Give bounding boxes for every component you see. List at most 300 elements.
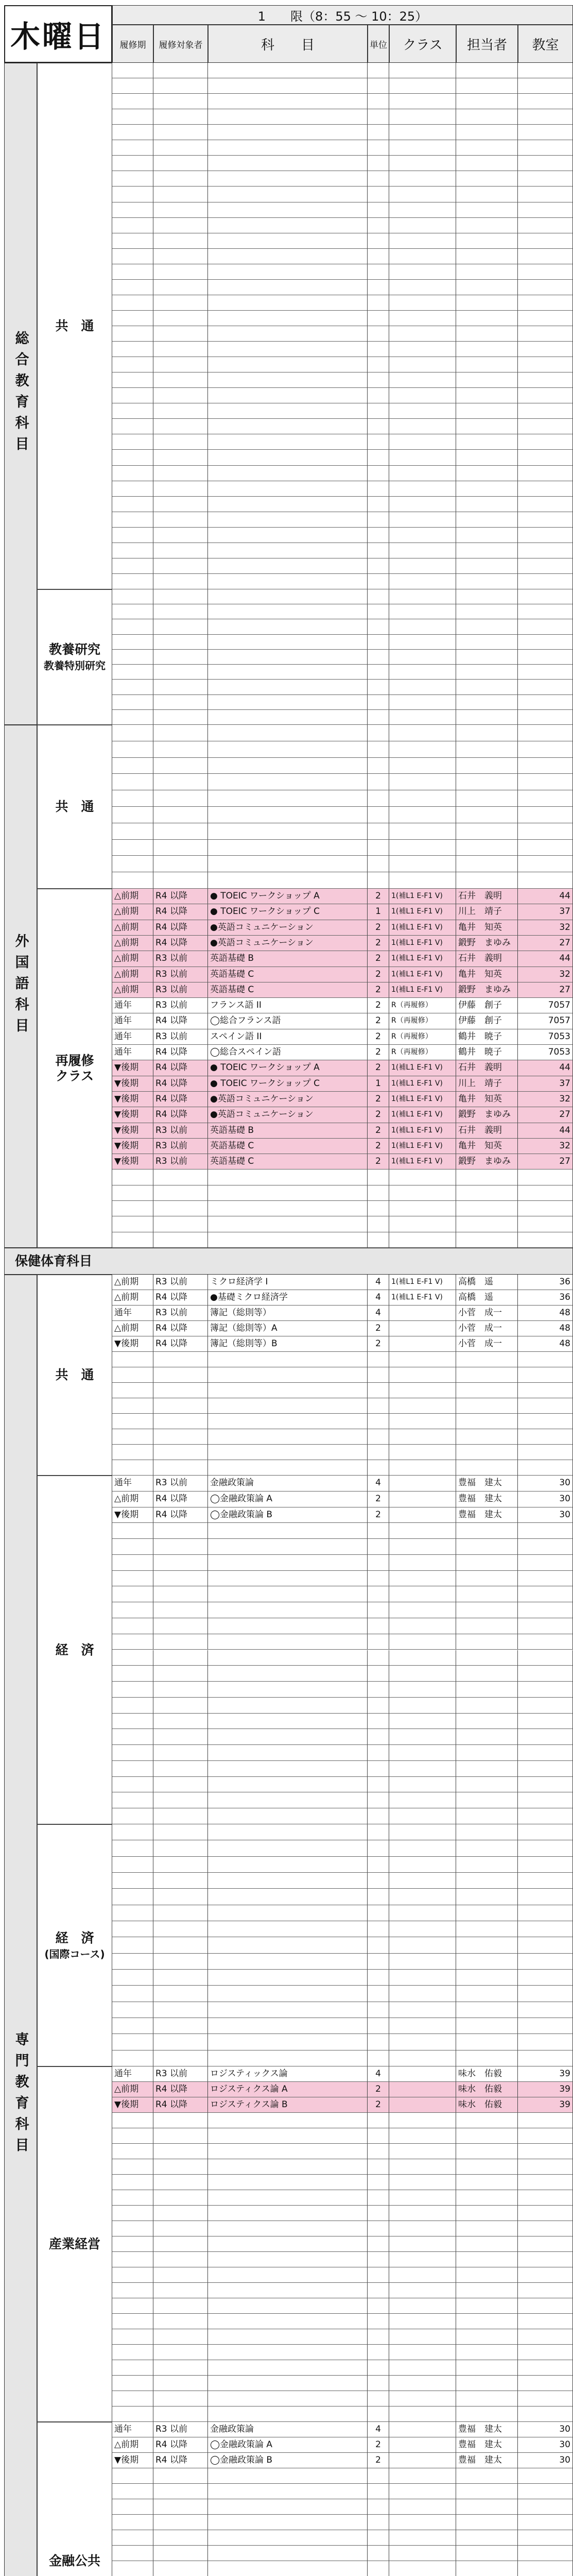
cell-target — [153, 2391, 208, 2406]
cell-credits: 4 — [368, 1476, 389, 1492]
cell-credits: 2 — [368, 1013, 389, 1029]
cell-class — [389, 774, 456, 790]
cell-target — [153, 635, 208, 650]
cell-room — [518, 604, 573, 619]
cell-instructor — [456, 2206, 518, 2221]
cell-target — [153, 2128, 208, 2144]
cell-subject — [208, 419, 368, 434]
cell-subject — [208, 1414, 368, 1429]
cell-room — [518, 2159, 573, 2175]
cell-class — [389, 1905, 456, 1921]
cell-subject: 金融政策論 — [208, 2422, 368, 2437]
cell-credits — [368, 574, 389, 589]
cell-target — [153, 171, 208, 187]
cell-class — [389, 619, 456, 634]
cell-term — [112, 2175, 153, 2190]
cell-class — [389, 1840, 456, 1856]
cell-room — [518, 619, 573, 634]
cell-credits — [368, 1937, 389, 1953]
cell-instructor — [456, 1889, 518, 1905]
cell-credits — [368, 187, 389, 202]
cell-term: ▼後期 — [112, 1076, 153, 1092]
cell-instructor — [456, 558, 518, 574]
subcategory-title: 再履修 クラス — [55, 1053, 94, 1083]
subcategory-label-text — [55, 1367, 94, 1383]
cell-room — [518, 1445, 573, 1460]
cell-class — [389, 419, 456, 434]
cell-target — [153, 78, 208, 94]
cell-credits — [368, 1460, 389, 1476]
cell-subject — [208, 1201, 368, 1216]
cell-room — [518, 326, 573, 342]
subcategory-label-text — [55, 1053, 94, 1084]
cell-target: R4 以降 — [153, 920, 208, 936]
cell-term — [112, 1714, 153, 1730]
cell-subject — [208, 2267, 368, 2283]
cell-target — [153, 1398, 208, 1414]
cell-term: △前期 — [112, 951, 153, 967]
cell-target — [153, 741, 208, 758]
cell-room: 36 — [518, 1290, 573, 1306]
cell-instructor — [456, 2515, 518, 2530]
cell-room: 27 — [518, 1154, 573, 1170]
cell-subject — [208, 741, 368, 758]
cell-term — [112, 1889, 153, 1905]
cell-target — [153, 1986, 208, 2002]
cell-target — [153, 1921, 208, 1937]
cell-credits — [368, 1429, 389, 1445]
cell-instructor — [456, 1618, 518, 1634]
cell-room: 30 — [518, 2437, 573, 2453]
cell-target — [153, 1792, 208, 1808]
cell-credits — [368, 635, 389, 650]
cell-credits — [368, 558, 389, 574]
cell-target — [153, 233, 208, 249]
cell-term — [112, 295, 153, 311]
cell-credits: 2 — [368, 967, 389, 982]
cell-instructor — [456, 1602, 518, 1618]
cell-subject: 簿記（総則等）A — [208, 1321, 368, 1336]
cell-room — [518, 1921, 573, 1937]
cell-credits — [368, 1555, 389, 1571]
cell-room: 32 — [518, 1092, 573, 1107]
cell-class — [389, 2499, 456, 2515]
col-header-class: クラス — [389, 25, 456, 63]
cell-target: R3 以前 — [153, 951, 208, 967]
cell-room — [518, 140, 573, 156]
cell-credits — [368, 1666, 389, 1682]
cell-credits — [368, 388, 389, 403]
cell-room — [518, 2221, 573, 2236]
cell-class: 1(補L1 E-F1 V) — [389, 967, 456, 982]
cell-subject — [208, 2515, 368, 2530]
cell-subject — [208, 823, 368, 840]
cell-room — [518, 125, 573, 140]
cell-instructor — [456, 63, 518, 78]
cell-credits — [368, 171, 389, 187]
cell-credits — [368, 2252, 389, 2267]
cell-credits — [368, 419, 389, 434]
cell-room — [518, 823, 573, 840]
cell-room — [518, 710, 573, 725]
cell-subject — [208, 1634, 368, 1650]
cell-credits — [368, 2561, 389, 2576]
cell-room — [518, 2499, 573, 2515]
subcategory-title: 経 済 — [55, 1642, 94, 1657]
cell-subject — [208, 2002, 368, 2018]
cell-room — [518, 1889, 573, 1905]
cell-subject — [208, 2530, 368, 2546]
cell-class — [389, 280, 456, 295]
cell-subject: ロジスティクス論 B — [208, 2097, 368, 2113]
cell-credits — [368, 233, 389, 249]
cell-credits — [368, 650, 389, 665]
cell-class — [389, 840, 456, 856]
cell-class — [389, 1761, 456, 1777]
cell-term — [112, 823, 153, 840]
cell-instructor: 高橋 遥 — [456, 1290, 518, 1306]
cell-subject — [208, 497, 368, 512]
cell-class: 1(補L1 E-F1 V) — [389, 1123, 456, 1139]
cell-term — [112, 466, 153, 481]
cell-instructor — [456, 1352, 518, 1367]
cell-subject — [208, 2159, 368, 2175]
cell-term — [112, 774, 153, 790]
cell-class — [389, 1170, 456, 1185]
cell-target — [153, 872, 208, 889]
cell-room — [518, 1539, 573, 1555]
cell-term — [112, 249, 153, 264]
cell-class — [389, 823, 456, 840]
cell-term: 通年 — [112, 1476, 153, 1492]
cell-target: R3 以前 — [153, 1123, 208, 1139]
cell-term — [112, 2206, 153, 2221]
cell-subject — [208, 1429, 368, 1445]
cell-room — [518, 725, 573, 741]
cell-term — [112, 1666, 153, 1682]
cell-credits — [368, 2345, 389, 2360]
cell-class — [389, 1682, 456, 1698]
cell-target — [153, 2345, 208, 2360]
cell-instructor — [456, 1185, 518, 1201]
cell-instructor: 鍛野 まゆみ — [456, 1154, 518, 1170]
cell-class — [389, 171, 456, 187]
cell-credits — [368, 1970, 389, 1986]
cell-subject — [208, 856, 368, 872]
cell-target — [153, 650, 208, 665]
cell-subject — [208, 872, 368, 889]
cell-class — [389, 2391, 456, 2406]
cell-credits — [368, 1905, 389, 1921]
cell-class: 1(補L1 E-F1 V) — [389, 936, 456, 951]
cell-credits — [368, 619, 389, 634]
cell-instructor — [456, 2159, 518, 2175]
cell-term — [112, 1873, 153, 1889]
cell-credits — [368, 1714, 389, 1730]
cell-credits: 4 — [368, 2066, 389, 2082]
cell-subject — [208, 758, 368, 774]
cell-subject — [208, 388, 368, 403]
cell-credits — [368, 741, 389, 758]
cell-term — [112, 2159, 153, 2175]
cell-term — [112, 1761, 153, 1777]
cell-credits — [368, 403, 389, 419]
cell-term — [112, 2546, 153, 2561]
cell-instructor: 石井 義明 — [456, 889, 518, 904]
cell-instructor — [456, 604, 518, 619]
cell-target — [153, 2206, 208, 2221]
cell-target — [153, 466, 208, 481]
cell-class — [389, 218, 456, 233]
cell-subject: ●英語コミュニケーション — [208, 936, 368, 951]
cell-room: 37 — [518, 904, 573, 920]
cell-term — [112, 264, 153, 280]
cell-class — [389, 1306, 456, 1321]
cell-term — [112, 2376, 153, 2391]
cell-term — [112, 872, 153, 889]
cell-term — [112, 1857, 153, 1873]
cell-instructor — [456, 156, 518, 171]
cell-term — [112, 1170, 153, 1185]
cell-target — [153, 2468, 208, 2484]
subcategory-title: 金融公共 — [48, 2553, 100, 2568]
cell-subject: ● TOEIC ワークショップ C — [208, 1076, 368, 1092]
cell-term — [112, 2484, 153, 2499]
cell-credits — [368, 1745, 389, 1761]
cell-instructor — [456, 2018, 518, 2034]
cell-class — [389, 1729, 456, 1745]
cell-class — [389, 2453, 456, 2468]
subcategory-label — [37, 1476, 112, 1824]
cell-credits — [368, 1602, 389, 1618]
cell-room — [518, 635, 573, 650]
cell-instructor: 伊藤 創子 — [456, 998, 518, 1013]
col-header-subject: 科 目 — [208, 25, 368, 63]
cell-class — [389, 2252, 456, 2267]
cell-target: R3 以前 — [153, 1029, 208, 1045]
cell-target: R4 以降 — [153, 1060, 208, 1076]
cell-instructor: 亀井 知英 — [456, 920, 518, 936]
cell-target: R4 以降 — [153, 1092, 208, 1107]
cell-term: ▼後期 — [112, 1107, 153, 1123]
cell-class — [389, 78, 456, 94]
cell-subject — [208, 2206, 368, 2221]
cell-instructor: 石井 義明 — [456, 1060, 518, 1076]
cell-term — [112, 140, 153, 156]
cell-class — [389, 1492, 456, 1507]
cell-credits: 4 — [368, 1275, 389, 1290]
cell-class — [389, 2050, 456, 2066]
cell-target: R3 以前 — [153, 1139, 208, 1154]
cell-term — [112, 1445, 153, 1460]
cell-class — [389, 1201, 456, 1216]
cell-class — [389, 202, 456, 218]
cell-subject — [208, 2175, 368, 2190]
cell-room — [518, 2391, 573, 2406]
cell-room — [518, 650, 573, 665]
cell-instructor — [456, 280, 518, 295]
cell-target — [153, 1714, 208, 1730]
cell-term: 通年 — [112, 1029, 153, 1045]
cell-credits — [368, 1761, 389, 1777]
cell-instructor: 鍛野 まゆみ — [456, 1107, 518, 1123]
cell-instructor: 鍛野 まゆみ — [456, 982, 518, 998]
cell-room — [518, 2530, 573, 2546]
cell-term — [112, 650, 153, 665]
cell-credits: 4 — [368, 1290, 389, 1306]
cell-term — [112, 388, 153, 403]
cell-target: R4 以降 — [153, 2453, 208, 2468]
cell-term — [112, 63, 153, 78]
cell-term — [112, 218, 153, 233]
cell-class — [389, 589, 456, 604]
cell-class — [389, 2128, 456, 2144]
cell-room — [518, 1414, 573, 1429]
cell-term — [112, 2499, 153, 2515]
cell-target — [153, 280, 208, 295]
cell-class — [389, 1970, 456, 1986]
cell-subject — [208, 1857, 368, 1873]
cell-class — [389, 2530, 456, 2546]
cell-credits — [368, 710, 389, 725]
cell-target — [153, 1445, 208, 1460]
cell-class — [389, 1216, 456, 1232]
cell-room — [518, 1873, 573, 1889]
cell-target: R4 以降 — [153, 1013, 208, 1029]
cell-class — [389, 2097, 456, 2113]
cell-subject: ロジスティックス論 — [208, 2066, 368, 2082]
cell-subject — [208, 1170, 368, 1185]
cell-subject — [208, 2391, 368, 2406]
cell-room — [518, 109, 573, 125]
cell-subject — [208, 1905, 368, 1921]
cell-subject — [208, 2345, 368, 2360]
cell-room: 32 — [518, 967, 573, 982]
cell-credits — [368, 2034, 389, 2050]
cell-class — [389, 2406, 456, 2422]
cell-instructor — [456, 2252, 518, 2267]
cell-room: 30 — [518, 2422, 573, 2437]
cell-room: 32 — [518, 1139, 573, 1154]
cell-credits — [368, 2159, 389, 2175]
cell-term — [112, 589, 153, 604]
subcategory-title: 共 通 — [55, 1367, 94, 1382]
cell-room — [518, 2376, 573, 2391]
cell-instructor — [456, 1682, 518, 1698]
cell-credits: 2 — [368, 1107, 389, 1123]
cell-instructor — [456, 650, 518, 665]
cell-instructor — [456, 2546, 518, 2561]
cell-target — [153, 1970, 208, 1986]
cell-class — [389, 2437, 456, 2453]
cell-class — [389, 2314, 456, 2329]
cell-subject — [208, 2314, 368, 2329]
cell-room — [518, 434, 573, 450]
cell-credits — [368, 63, 389, 78]
cell-class — [389, 725, 456, 741]
cell-instructor — [456, 2499, 518, 2515]
cell-subject — [208, 2546, 368, 2561]
cell-room — [518, 807, 573, 823]
cell-term — [112, 450, 153, 465]
cell-term — [112, 2034, 153, 2050]
cell-target — [153, 2406, 208, 2422]
cell-target — [153, 419, 208, 434]
cell-term: △前期 — [112, 2082, 153, 2097]
cell-subject — [208, 1571, 368, 1587]
cell-credits: 2 — [368, 920, 389, 936]
cell-subject: ミクロ経済学 I — [208, 1275, 368, 1290]
cell-subject — [208, 434, 368, 450]
cell-instructor — [456, 1986, 518, 2002]
cell-room — [518, 2329, 573, 2345]
cell-credits — [368, 2113, 389, 2128]
cell-credits — [368, 2236, 389, 2252]
cell-term — [112, 1650, 153, 1666]
cell-room — [518, 2515, 573, 2530]
cell-target: R3 以前 — [153, 1476, 208, 1492]
cell-subject — [208, 1352, 368, 1367]
cell-target — [153, 2236, 208, 2252]
cell-class — [389, 1634, 456, 1650]
cell-instructor — [456, 1937, 518, 1953]
cell-class — [389, 558, 456, 574]
cell-subject — [208, 357, 368, 372]
cell-room — [518, 1555, 573, 1571]
cell-subject — [208, 2468, 368, 2484]
cell-target — [153, 1618, 208, 1634]
cell-instructor — [456, 725, 518, 741]
cell-target — [153, 2034, 208, 2050]
cell-subject — [208, 1555, 368, 1571]
cell-subject — [208, 1445, 368, 1460]
cell-class — [389, 1321, 456, 1336]
cell-credits: 2 — [368, 1154, 389, 1170]
cell-instructor — [456, 710, 518, 725]
cell-term — [112, 1352, 153, 1367]
cell-term — [112, 1586, 153, 1602]
cell-term — [112, 357, 153, 372]
cell-subject — [208, 1889, 368, 1905]
cell-target — [153, 1777, 208, 1793]
cell-target — [153, 450, 208, 465]
cell-term — [112, 2345, 153, 2360]
cell-instructor — [456, 635, 518, 650]
cell-subject — [208, 1792, 368, 1808]
cell-instructor — [456, 872, 518, 889]
cell-credits — [368, 466, 389, 481]
cell-subject — [208, 2018, 368, 2034]
cell-target: R4 以降 — [153, 1321, 208, 1336]
cell-credits — [368, 872, 389, 889]
cell-class — [389, 2283, 456, 2298]
cell-room — [518, 311, 573, 326]
cell-subject — [208, 2113, 368, 2128]
cell-class — [389, 434, 456, 450]
cell-target: R3 以前 — [153, 998, 208, 1013]
cell-credits — [368, 543, 389, 558]
cell-target — [153, 2283, 208, 2298]
cell-subject — [208, 680, 368, 694]
cell-instructor: 味水 佑毅 — [456, 2082, 518, 2097]
cell-instructor — [456, 2561, 518, 2576]
cell-target — [153, 1414, 208, 1429]
cell-target: R4 以降 — [153, 1045, 208, 1060]
cell-term: ▼後期 — [112, 1123, 153, 1139]
cell-class — [389, 1921, 456, 1937]
cell-room: 39 — [518, 2082, 573, 2097]
cell-credits — [368, 790, 389, 807]
